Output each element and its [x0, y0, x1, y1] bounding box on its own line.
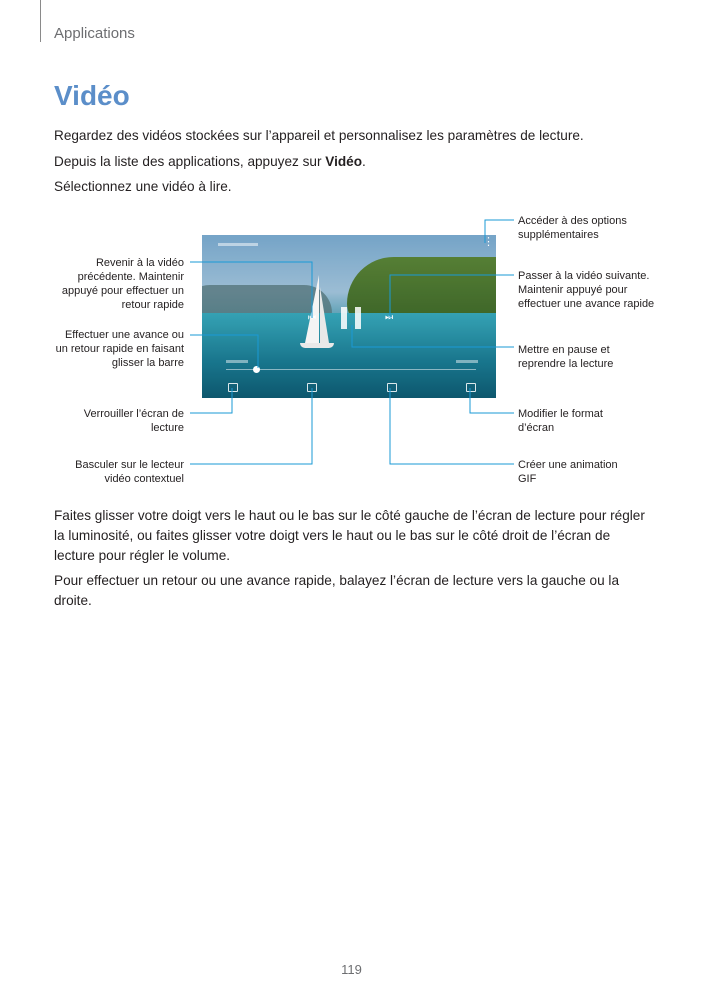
callout-seek: Effectuer une avance ou un retour rapide en faisant glisser la barre: [55, 329, 184, 369]
next-icon[interactable]: ⏭: [385, 312, 394, 322]
section-label: Applications: [54, 25, 135, 42]
more-options-icon[interactable]: ⋮: [483, 236, 494, 248]
callout-aspect: Modifier le format d’écran: [518, 408, 603, 434]
page-number: 119: [341, 962, 362, 977]
page-title: Vidéo: [54, 80, 130, 111]
seek-bar[interactable]: [226, 369, 476, 370]
video-player-screenshot: [202, 235, 496, 398]
app-name-bold: Vidéo: [325, 154, 363, 169]
intro-line-3: Sélectionnez une vidéo à lire.: [54, 179, 232, 194]
body-paragraph-1: Faites glisser votre doigt vers le haut ou le bas sur le côté gauche de l’écran de lecture pour régler la luminosité, ou faites glisser votre doigt vers le haut ou le bas sur le côté droit de l’écran de lecture pour régler le volume.: [54, 508, 645, 563]
intro-line-1: Regardez des vidéos stockées sur l’appareil et personnalisez les paramètres de lecture.: [54, 128, 584, 143]
seek-bar-handle[interactable]: [253, 366, 260, 373]
previous-icon[interactable]: ⏮: [308, 312, 317, 322]
popup-player-icon[interactable]: [307, 383, 317, 392]
elapsed-time: [226, 360, 248, 363]
lock-icon[interactable]: [228, 383, 238, 392]
sailboat: [305, 275, 319, 343]
callout-pause: Mettre en pause et reprendre la lecture: [518, 344, 614, 370]
total-time: [456, 360, 478, 363]
callout-gif: Créer une animation GIF: [518, 459, 618, 485]
callout-next: Passer à la vidéo suivante. Maintenir appuyé pour effectuer une avance rapide: [518, 270, 655, 310]
callout-more-options: Accéder à des options supplémentaires: [518, 215, 627, 241]
callout-previous: Revenir à la vidéo précédente. Maintenir appuyé pour effectuer un retour rapide: [61, 257, 184, 311]
aspect-ratio-icon[interactable]: [466, 383, 476, 392]
callout-lock: Verrouiller l’écran de lecture: [83, 408, 184, 434]
callout-popup: Basculer sur le lecteur vidéo contextuel: [75, 459, 184, 485]
gif-icon[interactable]: [387, 383, 397, 392]
video-title-bar: [218, 243, 258, 246]
intro-line-2: Depuis la liste des applications, appuyez sur Vidéo.: [54, 154, 366, 169]
body-paragraph-2: Pour effectuer un retour ou une avance rapide, balayez l’écran de lecture vers la gauche ou la droite.: [54, 573, 620, 608]
header-rule: [40, 0, 41, 42]
pause-icon[interactable]: [341, 307, 363, 329]
